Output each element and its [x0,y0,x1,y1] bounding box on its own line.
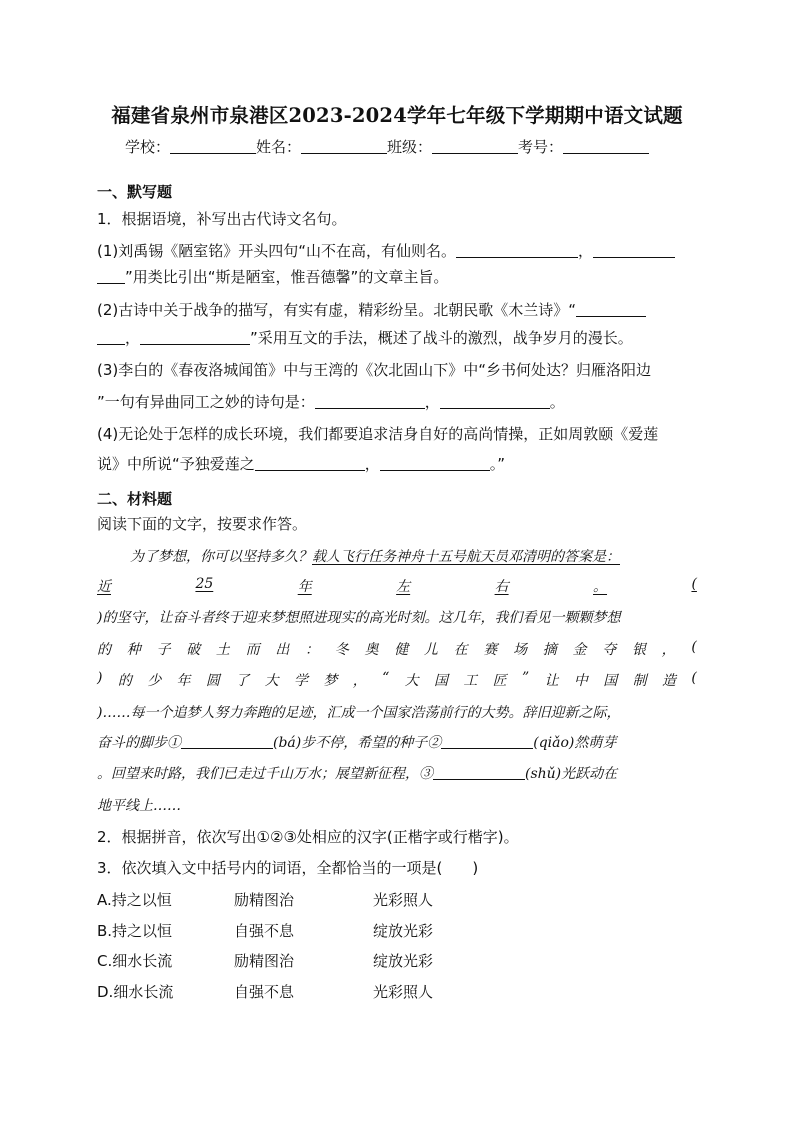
material-char: 年 [297,579,312,595]
material-line-2 [97,576,697,596]
material-char: 种 [126,642,141,658]
material-char: 左 [396,579,411,595]
material-char: ( [691,670,697,686]
answer-blank-3[interactable] [433,765,525,780]
material-char: 国 [603,673,618,689]
material-char: 的 [117,673,132,689]
material-char: 25 [195,576,214,592]
material-char: 儿 [423,642,438,658]
answer-blank-2[interactable] [441,734,533,749]
material-char: 而 [245,642,260,658]
material-char: 匠 [492,673,507,689]
material-char: ) [97,670,103,686]
section1-heading: 一、默写题 [97,183,173,201]
material-char: 学 [293,673,308,689]
exam-page: 福建省泉州市泉港区2023-2024学年七年级下学期期中语文试题 学校： 姓名： 班级： 考号： 一、默写题 1．根据语境，补写出古代诗文名句。 (1)刘禹锡《陋室铭》开头四句“山不在高，有仙则名。 ， ”用类比引出“斯是陋室，惟吾德馨”的文章主旨。 (2)古诗中关于战争的描写，有实有虚，精彩纷呈。北朝民歌《木兰诗》“ ， ”采用互文的手法，概述了战斗的激烈，战争岁月的漫长。 (3)李白的《春夜洛城闻笛》中与王湾的《次北固山下》中“乡书何处达？归雁洛阳边 ”一句有异曲同工之妙的诗句是： ， 。 (4)无论处于怎样的成长环境，我们都要追求洁身自好的高尚情操，正如周敦颐《爱莲 说》中所说“予独爱莲之 ， 。” 二、材料题 阅读下面的文字，按要求作答。 为了梦想，你可以坚持多久？载人飞行任务神舟十五号航天员邓清明的答案是： 近 25 年 左 右 。 ( )的坚守，让奋斗者终于迎来梦想照进现实的高光时刻。这几年，我们看见一颗颗梦想 的 种 子 破 土 而 出 ： 冬 奥 健 儿 在 赛 场 摘 金 夺 银 ， ( ) 的 少 年 圆 了 大 学 梦 ， “ 大 国 工 匠 ” 让 中 国 制 造 ( )……每一个追梦人努力奔跑的足迹，汇成一个国家浩荡前行的大势。辞旧迎新之际， 奋斗的脚步① (bá)步不停，希望的种子② (qiǎo)然萌芽 。回望来时路，我们已走过千山万水；展望新征程，③ (shǔ)光跃动在 地平线上…… 2．根据拼音，依次写出①②③处相应的汉字(正楷字或行楷字)。 3．依次填入文中括号内的词语，全都恰当的一项是( ) A.持之以恒 励精图治 光彩照人 B.持之以恒 自强不息 绽放光彩 C.细水长流 励精图治 绽放光彩 D.细水长流 自强不息 光彩照人 [0,0,794,1123]
material-char: 右 [494,579,509,595]
material-line-3: )的坚守，让奋斗者终于迎来梦想照进现实的高光时刻。这几年，我们看见一颗颗梦想 [97,610,621,626]
material-char: 造 [662,673,676,689]
material-char: 夺 [602,642,617,658]
material-char: 摘 [542,642,557,658]
material-char: “ [382,670,390,686]
material-char: 让 [544,673,559,689]
answer-blank[interactable] [315,394,425,409]
answer-blank[interactable] [380,456,490,471]
exam-no-label: 考号： [518,138,564,156]
material-char: 圆 [205,673,220,689]
q1-part1-line1: (1)刘禹锡《陋室铭》开头四句“山不在高，有仙则名。 ， [97,240,675,261]
q1-part1-line2: ”用类比引出“斯是陋室，惟吾德馨”的文章主旨。 [97,266,448,287]
material-char: ( [691,576,697,592]
material-char: 中 [573,673,588,689]
question-3: 3．依次填入文中括号内的词语，全都恰当的一项是( ) [97,859,479,877]
section2-heading: 二、材料题 [97,490,173,508]
q1-part2-line1: (2)古诗中关于战争的描写，有实有虚，精彩纷呈。北朝民歌《木兰诗》“ [97,299,646,320]
material-line-4 [97,639,697,659]
material-char: 大 [264,673,279,689]
answer-blank[interactable] [456,243,578,258]
material-char: ” [522,670,530,686]
material-char: 银 [631,642,646,658]
material-char: 梦 [323,673,338,689]
answer-blank[interactable] [97,269,125,284]
answer-blank-1[interactable] [181,734,273,749]
answer-blank[interactable] [593,243,675,258]
material-char: 少 [147,673,162,689]
material-char: 近 [97,579,111,595]
material-line-7: 奋斗的脚步① (bá)步不停，希望的种子② (qiǎo)然萌芽 [97,735,617,751]
school-blank[interactable] [170,139,256,154]
class-label: 班级： [387,138,433,156]
material-char: 破 [186,642,201,658]
material-line-9: 地平线上…… [97,798,181,814]
section2-intro: 阅读下面的文字，按要求作答。 [97,515,308,533]
material-char: 大 [404,673,419,689]
material-char: 健 [394,642,409,658]
material-line-5 [97,670,697,690]
material-char: 奥 [364,642,379,658]
material-char: 子 [156,642,171,658]
class-blank[interactable] [432,139,518,154]
q1-part4-line1: (4)无论处于怎样的成长环境，我们都要追求洁身自好的高尚情操，正如周敦颐《爱莲 [97,425,659,443]
answer-blank[interactable] [97,330,125,345]
answer-blank[interactable] [440,394,550,409]
answer-blank[interactable] [140,330,250,345]
material-char: ， [352,673,367,689]
material-char: 金 [572,642,587,658]
q1-part3-line2: ”一句有异曲同工之妙的诗句是： ， 。 [97,393,565,411]
material-char: 工 [463,673,478,689]
school-label: 学校： [125,138,171,156]
answer-blank[interactable] [576,302,646,317]
q1-part3-line1: (3)李白的《春夜洛城闻笛》中与王湾的《次北固山下》中“乡书何处达？归雁洛阳边 [97,361,652,379]
material-char: ( [691,639,697,655]
exam-no-blank[interactable] [563,139,649,154]
student-info-row [125,136,649,157]
material-char: 制 [632,673,647,689]
material-char: 。 [593,579,608,595]
material-char: 场 [513,642,528,658]
material-char: 赛 [483,642,498,658]
material-line-1: 为了梦想，你可以坚持多久？载人飞行任务神舟十五号航天员邓清明的答案是： [130,549,620,565]
exam-title: 福建省泉州市泉港区2023-2024学年七年级下学期期中语文试题 [111,104,683,127]
material-char: 在 [453,642,468,658]
material-line-6: )……每一个追梦人努力奔跑的足迹，汇成一个国家浩荡前行的大势。辞旧迎新之际， [97,705,621,721]
material-char: 的 [97,642,111,658]
material-char: 出 [275,642,290,658]
name-label: 姓名： [256,138,302,156]
q1-part4-line2: 说》中所说“予独爱莲之 ， 。” [97,455,506,473]
material-char: 年 [176,673,191,689]
question-2: 2．根据拼音，依次写出①②③处相应的汉字(正楷字或行楷字)。 [97,828,519,846]
question-1: 1．根据语境，补写出古代诗文名句。 [97,210,347,228]
material-char: 冬 [334,642,349,658]
name-blank[interactable] [301,139,387,154]
material-char: 了 [235,673,250,689]
material-line-8: 。回望来时路，我们已走过千山万水；展望新征程，③ (shǔ)光跃动在 [97,766,618,782]
material-char: ： [305,642,320,658]
material-char: 国 [433,673,448,689]
q1-part2-line2: ， ”采用互文的手法，概述了战斗的激烈，战争岁月的漫长。 [97,327,633,348]
answer-blank[interactable] [255,456,365,471]
material-char: ， [661,642,676,658]
material-char: 土 [215,642,230,658]
